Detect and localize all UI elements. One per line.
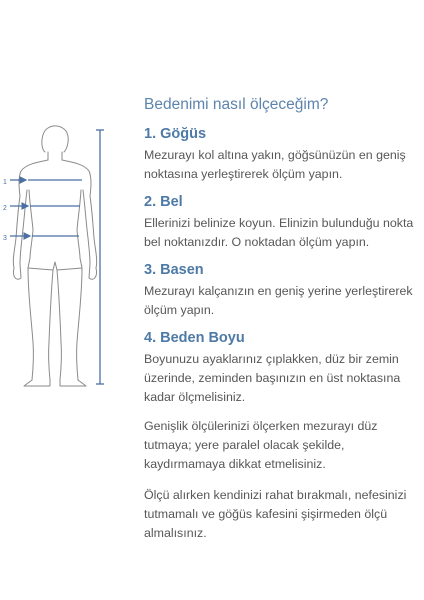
marker-1-label: 1: [3, 179, 7, 186]
section-waist: [144, 194, 420, 252]
section-text-height: Boyunuzu ayaklarınız çıplakken, düz bir zemin üzerinde, zeminden başınızın en üst noktasına kadar ölçmelisiniz.: [144, 352, 401, 404]
section-title-chest: 1. Göğüs: [144, 126, 207, 142]
page-title: Bedenimi nasıl ölçeceğim?: [144, 96, 329, 113]
section-title-hips: 3. Basen: [144, 262, 204, 278]
note-breathing: Ölçü alırken kendinizi rahat bırakmalı, nefesinizi tutmamalı ve göğüs kafesini şişirmeden ölçü almalısınız.: [144, 488, 407, 540]
marker-2-label: 2: [3, 205, 7, 212]
section-title-height: 4. Beden Boyu: [144, 330, 245, 346]
section-text-hips: Mezurayı kalçanızın en geniş yerine yerleştirerek ölçüm yapın.: [144, 284, 413, 317]
body-outline-illustration: [0, 118, 112, 390]
body-measurement-figure: [0, 118, 112, 390]
section-text-waist: Ellerinizi belinize koyun. Elinizin bulunduğu nokta bel noktanızdır. O noktadan ölçüm yapın.: [144, 216, 414, 249]
section-chest: [144, 126, 420, 184]
note-measuring-tape: Genişlik ölçülerinizi ölçerken mezurayı düz tutmaya; yere paralel olacak şekilde, kaydırmamaya dikkat etmelisiniz.: [144, 419, 378, 471]
section-height: [144, 330, 420, 407]
section-text-chest: Mezurayı kol altına yakın, göğsünüzün en geniş noktasına yerleştirerek ölçüm yapın.: [144, 148, 406, 181]
marker-3-label: 3: [3, 235, 7, 242]
section-hips: [144, 262, 420, 320]
measurement-guide: [144, 96, 420, 555]
section-title-waist: 2. Bel: [144, 194, 183, 210]
